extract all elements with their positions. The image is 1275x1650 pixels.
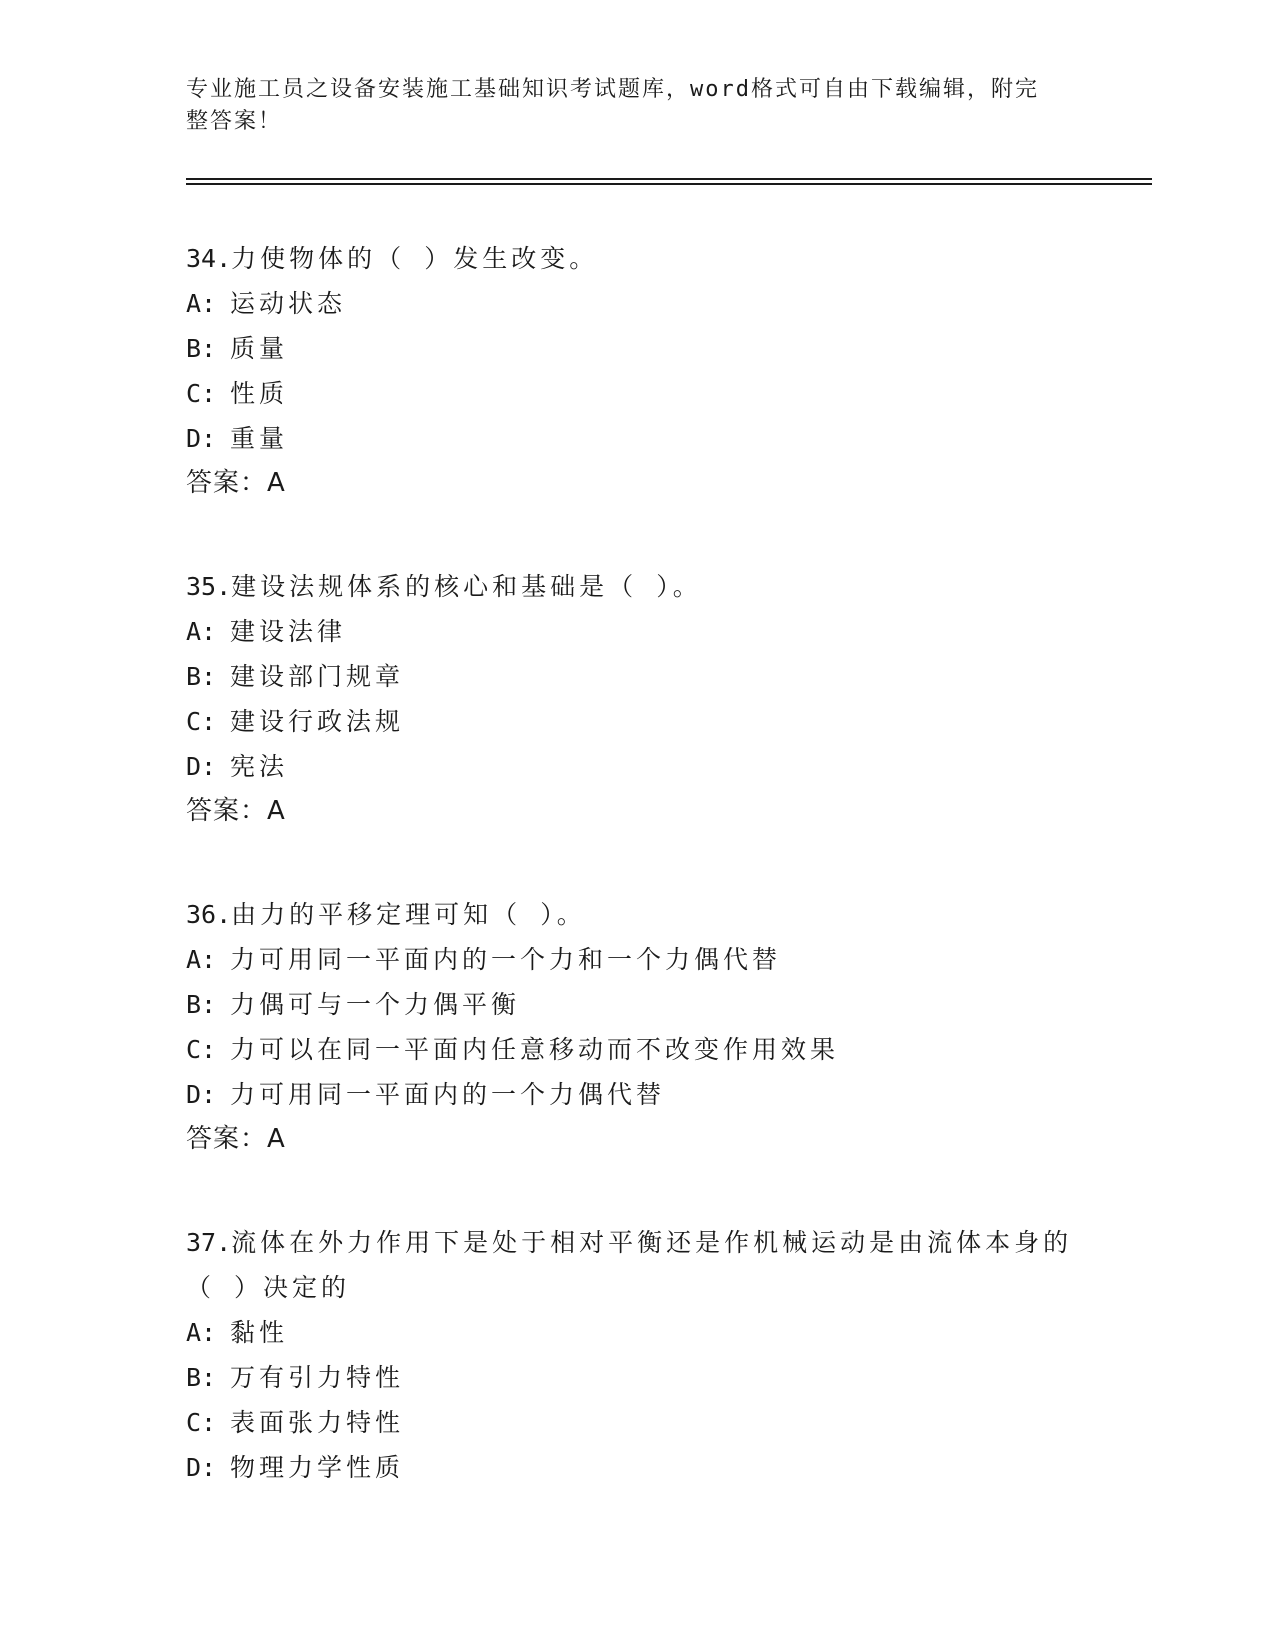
- option-letter: B:: [186, 1363, 217, 1392]
- option-a: [186, 609, 1086, 654]
- option-text: 宪法: [230, 752, 289, 781]
- option-d: [186, 1445, 1086, 1490]
- question-text: 由力的平移定理可知（ ）。: [231, 900, 586, 929]
- question-stem: [186, 236, 1086, 281]
- option-a: [186, 937, 1086, 982]
- question-number: 36.: [186, 900, 232, 929]
- question-37: [186, 1220, 1086, 1490]
- header-divider-top: [186, 178, 1152, 180]
- option-text: 黏性: [230, 1318, 289, 1347]
- option-text: 建设行政法规: [230, 707, 405, 736]
- question-number: 37.: [186, 1228, 232, 1257]
- option-letter: A:: [186, 1318, 217, 1347]
- answer-line: 答案：A: [186, 796, 286, 826]
- question-number: 34.: [186, 244, 232, 273]
- option-letter: D:: [186, 752, 217, 781]
- option-letter: D:: [186, 1453, 217, 1482]
- option-letter: A:: [186, 289, 217, 318]
- option-letter: C:: [186, 1408, 217, 1437]
- option-b: [186, 1355, 1086, 1400]
- option-text: 力可以在同一平面内任意移动而不改变作用效果: [230, 1035, 840, 1064]
- option-letter: B:: [186, 662, 217, 691]
- option-letter: A:: [186, 617, 217, 646]
- option-letter: A:: [186, 945, 217, 974]
- option-letter: C:: [186, 1035, 217, 1064]
- option-text: 建设法律: [230, 617, 347, 646]
- option-c: [186, 1400, 1086, 1445]
- option-b: [186, 326, 1086, 371]
- header-line-1: 专业施工员之设备安装施工基础知识考试题库，word格式可自由下载编辑，附完: [186, 77, 1039, 102]
- option-text: 表面张力特性: [230, 1408, 405, 1437]
- option-d: [186, 1072, 1086, 1117]
- option-text: 运动状态: [230, 289, 347, 318]
- question-list: [186, 236, 1086, 1548]
- option-text: 质量: [230, 334, 289, 363]
- question-stem: [186, 1220, 1086, 1265]
- option-text: 建设部门规章: [230, 662, 405, 691]
- option-c: [186, 1027, 1086, 1072]
- question-stem-continuation: （ ）决定的: [186, 1273, 351, 1302]
- option-text: 物理力学性质: [230, 1453, 405, 1482]
- option-b: [186, 654, 1086, 699]
- option-letter: B:: [186, 990, 217, 1019]
- option-letter: C:: [186, 707, 217, 736]
- question-text: 建设法规体系的核心和基础是（ ）。: [231, 572, 702, 601]
- question-number: 35.: [186, 572, 232, 601]
- option-letter: B:: [186, 334, 217, 363]
- question-stem: [186, 564, 1086, 609]
- question-stem: [186, 892, 1086, 937]
- answer-line: 答案：A: [186, 1124, 286, 1154]
- option-text: 重量: [230, 424, 289, 453]
- option-a: [186, 1310, 1086, 1355]
- option-d: [186, 744, 1086, 789]
- document-header: [186, 74, 1066, 138]
- option-text: 性质: [230, 379, 289, 408]
- answer-line: 答案：A: [186, 468, 286, 498]
- option-text: 力可用同一平面内的一个力和一个力偶代替: [230, 945, 782, 974]
- option-text: 万有引力特性: [230, 1363, 405, 1392]
- option-b: [186, 982, 1086, 1027]
- option-letter: D:: [186, 1080, 217, 1109]
- option-a: [186, 281, 1086, 326]
- option-c: [186, 371, 1086, 416]
- option-text: 力偶可与一个力偶平衡: [230, 990, 521, 1019]
- question-text: 力使物体的（ ）发生改变。: [231, 244, 599, 273]
- question-35: [186, 564, 1086, 834]
- header-line-2: 整答案！: [186, 109, 283, 134]
- option-letter: C:: [186, 379, 217, 408]
- option-d: [186, 416, 1086, 461]
- header-divider-bottom: [186, 183, 1152, 185]
- question-34: [186, 236, 1086, 506]
- option-c: [186, 699, 1086, 744]
- option-letter: D:: [186, 424, 217, 453]
- question-text: 流体在外力作用下是处于相对平衡还是作机械运动是由流体本身的: [231, 1228, 1073, 1257]
- option-text: 力可用同一平面内的一个力偶代替: [230, 1080, 666, 1109]
- question-36: [186, 892, 1086, 1162]
